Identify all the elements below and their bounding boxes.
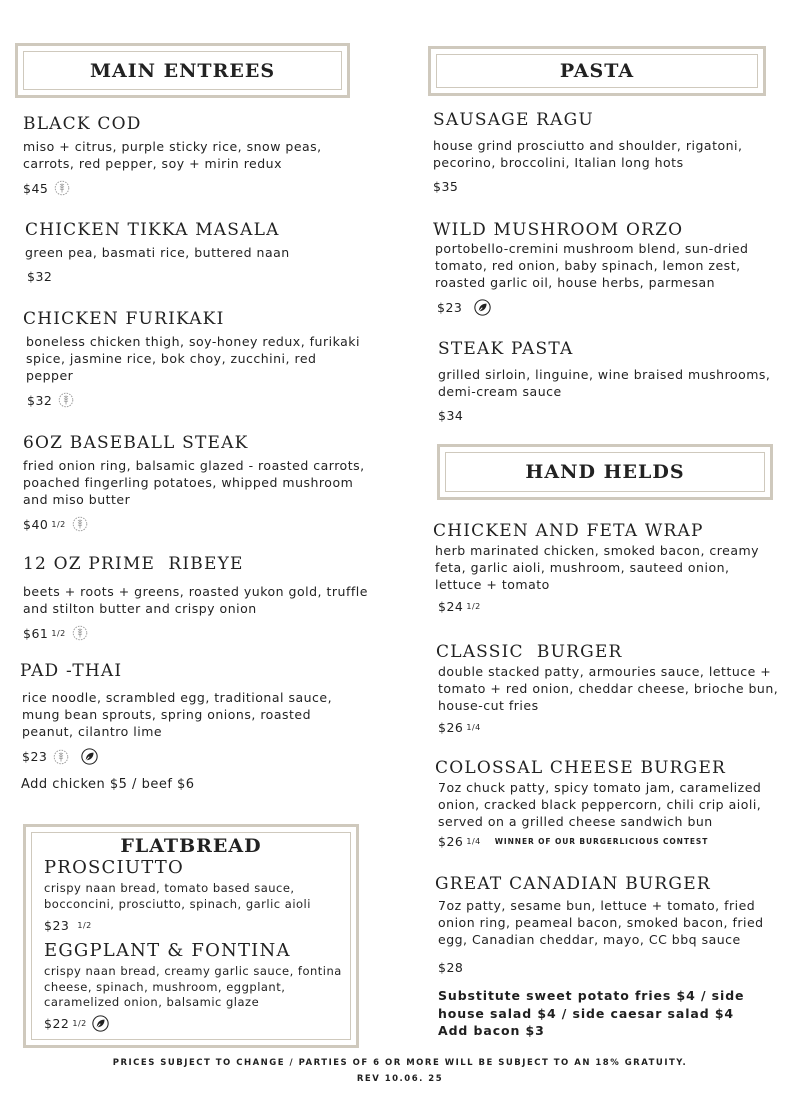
item-price-row xyxy=(27,269,360,284)
menu-item xyxy=(44,857,354,933)
item-name: 6OZ BASEBALL STEAK xyxy=(23,433,249,453)
hand-helds-title: HAND HELDS xyxy=(525,461,685,483)
item-price-row xyxy=(23,625,368,641)
vegetarian-icon xyxy=(81,748,98,765)
item-name: COLOSSAL CHEESE BURGER xyxy=(435,758,727,778)
item-price: $32 xyxy=(27,392,53,408)
item-price-row xyxy=(433,179,773,194)
pasta-title: PASTA xyxy=(559,60,635,82)
item-price: $23 xyxy=(44,918,70,933)
item-name: WILD MUSHROOM ORZO xyxy=(433,220,684,240)
contest-winner-note: WINNER OF OUR BURGERLICIOUS CONTEST xyxy=(494,837,709,846)
footer-revision: REV 10.06. 25 xyxy=(356,1074,444,1084)
item-name: PROSCIUTTO xyxy=(44,857,184,878)
item-price: $22 xyxy=(44,1015,70,1031)
item-price-row xyxy=(23,516,368,532)
item-price: $40 xyxy=(23,516,49,532)
gluten-free-icon xyxy=(72,516,88,532)
menu-item xyxy=(23,309,363,408)
item-price-fraction: 1/4 xyxy=(466,837,481,846)
gluten-free-icon xyxy=(54,180,70,196)
item-price: $61 xyxy=(23,625,49,641)
item-name: CHICKEN FURIKAKI xyxy=(23,309,225,329)
gluten-free-icon xyxy=(58,392,74,408)
vegetarian-icon xyxy=(92,1015,109,1032)
item-price-row xyxy=(438,960,780,975)
item-price-row xyxy=(27,392,363,408)
main-entrees-header xyxy=(15,43,350,98)
item-price: $26 xyxy=(438,834,464,849)
menu-item xyxy=(44,940,354,1032)
item-price-row xyxy=(438,408,783,423)
item-price: $24 xyxy=(438,599,464,614)
item-price-fraction: 1/2 xyxy=(77,921,92,930)
hand-helds-header xyxy=(437,444,773,500)
menu-item xyxy=(25,220,360,284)
item-price: $23 xyxy=(22,749,48,764)
item-price: $28 xyxy=(438,960,464,975)
item-price: $23 xyxy=(437,300,463,315)
menu-item xyxy=(436,642,781,735)
menu-item xyxy=(433,220,773,316)
item-name: BLACK COD xyxy=(23,114,142,134)
menu-item xyxy=(23,554,368,641)
gluten-free-icon xyxy=(53,749,69,765)
item-description: green pea, basmati rice, buttered naan xyxy=(25,245,290,260)
item-description: boneless chicken thigh, soy-honey redux, furikaki spice, jasmine rice, bok choy, zucchini, red pepper xyxy=(26,334,360,383)
item-price-fraction: 1/2 xyxy=(51,519,66,529)
menu-item xyxy=(438,339,783,423)
padthai-addon: Add chicken $5 / beef $6 xyxy=(21,777,195,792)
item-price: $35 xyxy=(433,179,459,194)
item-description: crispy naan bread, tomato based sauce, bocconcini, prosciutto, spinach, garlic aioli xyxy=(44,881,311,911)
item-name: CHICKEN AND FETA WRAP xyxy=(433,521,704,541)
item-price-fraction: 1/2 xyxy=(466,602,481,611)
item-name: CLASSIC BURGER xyxy=(436,642,623,662)
item-description: rice noodle, scrambled egg, traditional sauce, mung bean sprouts, spring onions, roasted peanut, cilantro lime xyxy=(22,690,333,739)
item-description: beets + roots + greens, roasted yukon gold, truffle and stilton butter and crispy onion xyxy=(23,584,368,616)
item-price-fraction: 1/2 xyxy=(51,628,66,638)
menu-item xyxy=(20,661,365,765)
menu-item xyxy=(435,874,780,975)
item-description: fried onion ring, balsamic glazed - roasted carrots, poached fingerling potatoes, whipped mushroom and miso butter xyxy=(23,458,365,507)
item-price-row xyxy=(438,834,780,849)
item-price: $45 xyxy=(23,180,49,196)
item-description: portobello-cremini mushroom blend, sun-dried tomato, red onion, baby spinach, lemon zest, roasted garlic oil, house herbs, parmesan xyxy=(435,241,749,290)
item-name: PAD -THAI xyxy=(20,661,123,681)
menu-item xyxy=(433,521,773,614)
item-price: $26 xyxy=(438,720,464,735)
item-description: house grind prosciutto and shoulder, rigatoni, pecorino, broccolini, Italian long hots xyxy=(433,138,743,170)
item-price-fraction: 1/4 xyxy=(466,723,481,732)
item-name: STEAK PASTA xyxy=(438,339,574,359)
menu-item xyxy=(23,114,358,196)
item-price-row xyxy=(437,299,773,316)
item-price: $32 xyxy=(27,269,53,284)
item-price-fraction: 1/2 xyxy=(72,1018,87,1028)
menu-item xyxy=(435,758,780,849)
gluten-free-icon xyxy=(72,625,88,641)
item-description: grilled sirloin, linguine, wine braised mushrooms, demi-cream sauce xyxy=(438,367,771,399)
item-name: SAUSAGE RAGU xyxy=(433,110,594,130)
footer-notice: PRICES SUBJECT TO CHANGE / PARTIES OF 6 OR MORE WILL BE SUBJECT TO AN 18% GRATUITY. xyxy=(112,1058,688,1068)
item-price-row xyxy=(44,918,354,933)
item-name: 12 OZ PRIME RIBEYE xyxy=(23,554,244,574)
main-entrees-title: MAIN ENTREES xyxy=(89,59,276,82)
item-price-row xyxy=(438,720,781,735)
item-price-row xyxy=(22,748,365,765)
item-price-row xyxy=(23,180,358,196)
item-description: crispy naan bread, creamy garlic sauce, fontina cheese, spinach, mushroom, eggplant, caramelized onion, balsamic glaze xyxy=(44,964,342,1009)
menu-item xyxy=(433,110,773,194)
pasta-header xyxy=(428,46,766,96)
item-price-row xyxy=(44,1015,354,1032)
item-description: double stacked patty, armouries sauce, lettuce + tomato + red onion, cheddar cheese, brioche bun, house-cut fries xyxy=(438,664,779,713)
item-name: EGGPLANT & FONTINA xyxy=(44,940,291,961)
item-description: herb marinated chicken, smoked bacon, creamy feta, garlic aioli, mushroom, sauteed onion, lettuce + tomato xyxy=(435,543,760,592)
vegetarian-icon xyxy=(474,299,491,316)
item-description: 7oz patty, sesame bun, lettuce + tomato, fried onion ring, peameal bacon, smoked bacon, fried egg, Canadian cheddar, mayo, CC bbq sauce xyxy=(438,898,764,947)
item-name: GREAT CANADIAN BURGER xyxy=(435,874,711,894)
substitutions-note: Substitute sweet potato fries $4 / side house salad $4 / side caesar salad $4 Add bacon $3 xyxy=(438,988,745,1038)
item-price: $34 xyxy=(438,408,464,423)
item-price-row xyxy=(438,599,773,614)
flatbread-title: FLATBREAD xyxy=(120,835,262,857)
item-name: CHICKEN TIKKA MASALA xyxy=(25,220,280,240)
menu-item xyxy=(23,433,368,532)
item-description: 7oz chuck patty, spicy tomato jam, caramelized onion, cracked black peppercorn, chili crip aioli, served on a grilled cheese sandwich bun xyxy=(438,780,762,829)
item-description: miso + citrus, purple sticky rice, snow peas, carrots, red pepper, soy + mirin redux xyxy=(23,139,322,171)
